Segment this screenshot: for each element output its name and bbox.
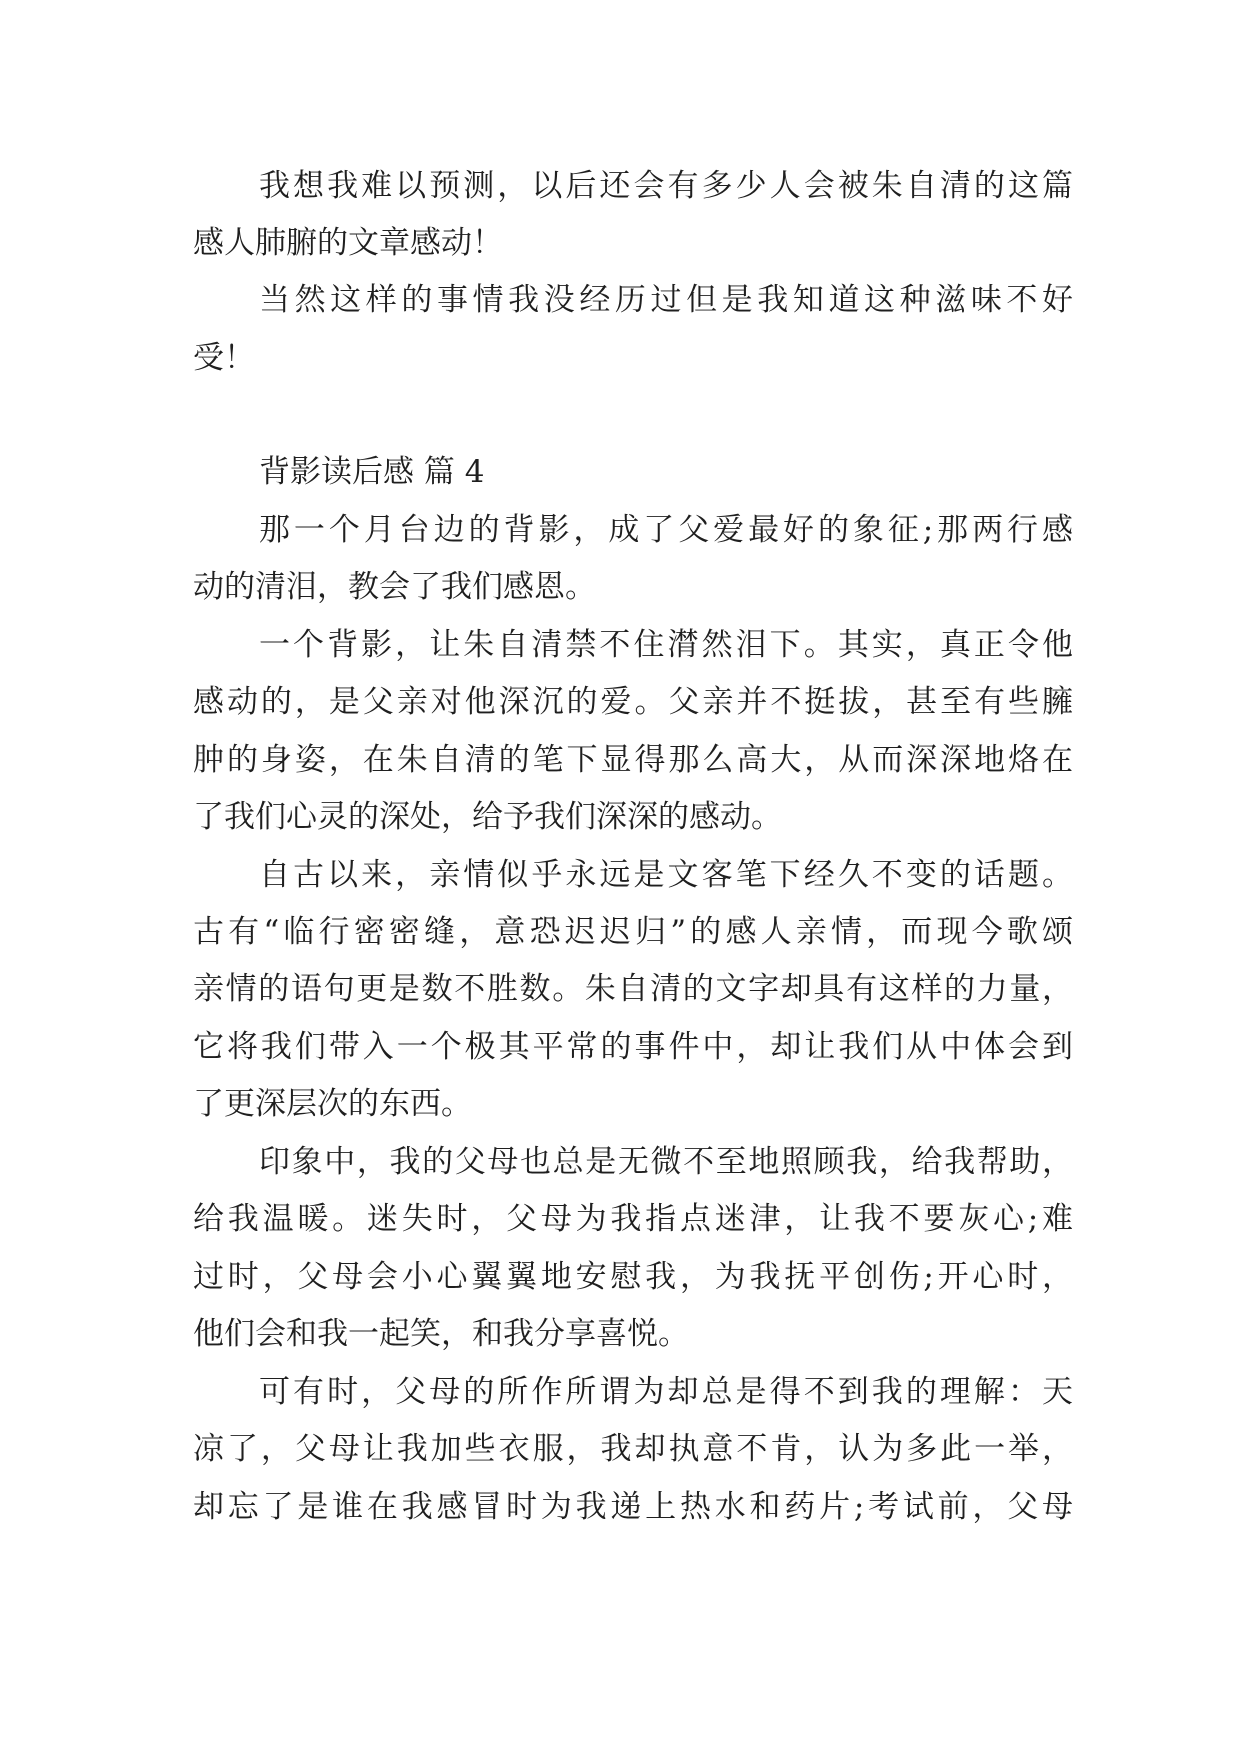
- paragraph-line: 过时，父母会小心翼翼地安慰我，为我抚平创伤;开心时，: [193, 1259, 1073, 1295]
- paragraph-line: 却忘了是谁在我感冒时为我递上热水和药片;考试前，父母: [193, 1489, 1073, 1525]
- paragraph-line: 可有时，父母的所作所谓为却总是得不到我的理解：天: [259, 1374, 1073, 1410]
- paragraph-line: 那一个月台边的背影，成了父爱最好的象征;那两行感: [259, 512, 1073, 548]
- paragraph-line: 印象中，我的父母也总是无微不至地照顾我，给我帮助，: [259, 1144, 1073, 1180]
- paragraph-line: 感人肺腑的文章感动！: [193, 225, 503, 261]
- paragraph-line: 了更深层次的东西。: [193, 1086, 472, 1122]
- paragraph-line: 给我温暖。迷失时，父母为我指点迷津，让我不要灰心;难: [193, 1201, 1073, 1237]
- paragraph-line: 当然这样的事情我没经历过但是我知道这种滋味不好: [259, 282, 1073, 318]
- paragraph-line: 它将我们带入一个极其平常的事件中，却让我们从中体会到: [193, 1029, 1073, 1065]
- paragraph-line: 自古以来，亲情似乎永远是文客笔下经久不变的话题。: [259, 857, 1073, 893]
- paragraph-line: 亲情的语句更是数不胜数。朱自清的文字却具有这样的力量，: [193, 971, 1073, 1007]
- paragraph-line: 一个背影，让朱自清禁不住潸然泪下。其实，真正令他: [259, 627, 1073, 663]
- paragraph-line: 了我们心灵的深处，给予我们深深的感动。: [193, 799, 782, 835]
- paragraph-line: 凉了，父母让我加些衣服，我却执意不肯，认为多此一举，: [193, 1431, 1073, 1467]
- paragraph-line: 肿的身姿，在朱自清的笔下显得那么高大，从而深深地烙在: [193, 742, 1073, 778]
- paragraph-line: 古有“临行密密缝，意恐迟迟归”的感人亲情，而现今歌颂: [193, 914, 1073, 950]
- paragraph-line: 他们会和我一起笑，和我分享喜悦。: [193, 1316, 689, 1352]
- paragraph-line: 感动的，是父亲对他深沉的爱。父亲并不挺拔，甚至有些臃: [193, 684, 1073, 720]
- section-heading: 背影读后感 篇 4: [259, 454, 485, 490]
- paragraph-line: 受！: [193, 340, 255, 376]
- paragraph-line: 动的清泪，教会了我们感恩。: [193, 569, 596, 605]
- paragraph-line: 我想我难以预测，以后还会有多少人会被朱自清的这篇: [259, 168, 1073, 204]
